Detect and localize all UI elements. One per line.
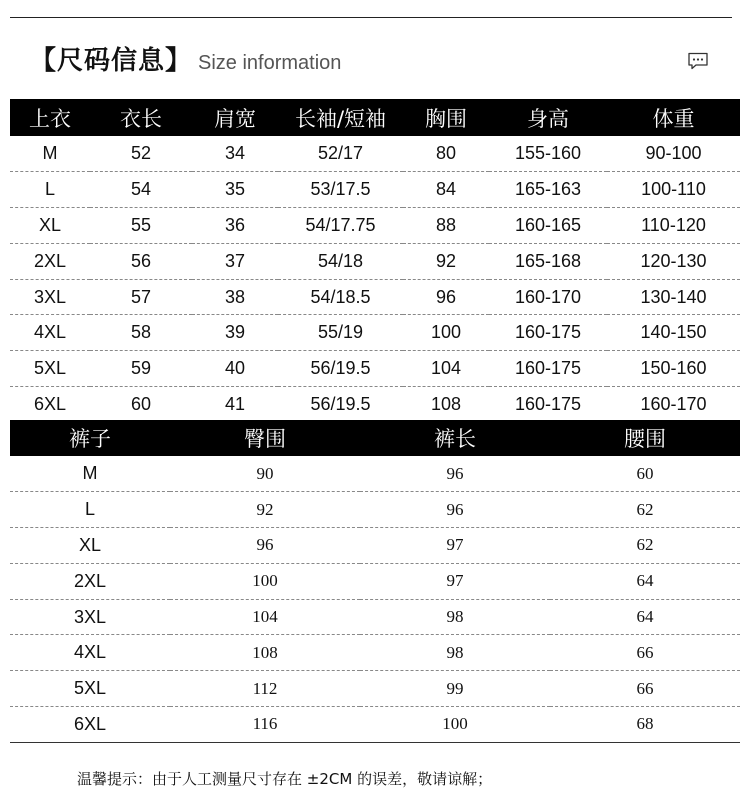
value-cell: 108	[430, 394, 462, 415]
table-row	[10, 492, 740, 528]
value-cell: 100-110	[607, 172, 740, 208]
size-cell: M	[10, 456, 170, 492]
bottom-divider	[10, 742, 740, 743]
value-cell: 39	[192, 315, 278, 351]
value-cell: 37	[192, 243, 278, 279]
value-cell: 100	[403, 315, 489, 351]
tops-header-cell: 上衣	[10, 99, 90, 136]
value-cell: 97	[360, 563, 550, 599]
tops-header-cell: 衣长	[90, 99, 192, 136]
value-cell: 120-130	[607, 243, 740, 279]
tops-header-row	[10, 99, 740, 136]
size-cell: M	[10, 136, 90, 172]
value-cell: 56/19.5	[310, 394, 371, 415]
pants-header-cell: 腰围	[550, 420, 740, 456]
value-cell: 160-175	[489, 351, 607, 387]
value-cell: 140-150	[607, 315, 740, 351]
top-divider	[10, 17, 732, 18]
value-cell: 54/18	[278, 243, 403, 279]
size-cell: 3XL	[10, 599, 170, 635]
value-cell: 104	[403, 351, 489, 387]
value-cell: 96	[360, 492, 550, 528]
value-cell: 97	[360, 528, 550, 564]
table-row	[10, 671, 740, 707]
value-cell: 66	[550, 635, 740, 671]
size-cell: XL	[10, 208, 90, 244]
message-icon[interactable]	[687, 52, 709, 70]
table-row	[10, 387, 740, 423]
size-cell: 4XL	[10, 635, 170, 671]
value-cell: 160-175	[489, 315, 607, 351]
tops-header-cell: 肩宽	[192, 99, 278, 136]
size-cell: L	[10, 172, 90, 208]
value-cell: 112	[170, 671, 360, 707]
value-cell: 92	[403, 243, 489, 279]
value-cell: 62	[550, 492, 740, 528]
value-cell: 96	[403, 279, 489, 315]
value-cell: 56/19.5	[278, 351, 403, 387]
value-cell: 59	[90, 351, 192, 387]
value-cell: 98	[360, 599, 550, 635]
value-cell: 64	[550, 599, 740, 635]
value-cell: 54/18.5	[278, 279, 403, 315]
header-title-en: Size information	[198, 52, 342, 74]
value-cell: 38	[192, 279, 278, 315]
value-cell: 100	[170, 563, 360, 599]
size-cell: 5XL	[10, 671, 170, 707]
value-cell: 56	[90, 243, 192, 279]
value-cell: 36	[192, 208, 278, 244]
value-cell: 34	[192, 136, 278, 172]
table-row	[10, 563, 740, 599]
value-cell: 165-163	[489, 172, 607, 208]
value-cell: 150-160	[607, 351, 740, 387]
size-cell: 6XL	[10, 707, 170, 743]
value-cell: 92	[170, 492, 360, 528]
value-cell: 53/17.5	[278, 172, 403, 208]
size-cell: 2XL	[10, 243, 90, 279]
size-cell: 3XL	[10, 279, 90, 315]
value-cell: 98	[360, 635, 550, 671]
table-row	[10, 208, 740, 244]
header-title-cn: 【尺码信息】	[30, 46, 193, 76]
table-row	[10, 456, 740, 492]
value-cell: 110-120	[607, 208, 740, 244]
value-cell: 62	[550, 528, 740, 564]
pants-header-cell: 裤子	[10, 420, 170, 456]
size-cell: 2XL	[10, 563, 170, 599]
table-row	[10, 707, 740, 743]
value-cell: 60	[550, 456, 740, 492]
tops-header-cell: 长袖/短袖	[278, 99, 403, 136]
pants-header-cell: 裤长	[360, 420, 550, 456]
pants-header-cell: 臀围	[170, 420, 360, 456]
value-cell: 165-168	[489, 243, 607, 279]
value-cell: 64	[550, 563, 740, 599]
section-header	[30, 40, 341, 80]
value-cell: 96	[170, 528, 360, 564]
measurement-note: 温馨提示：由于人工测量尺寸存在 ±2CM 的误差，敬请谅解；	[77, 770, 493, 788]
value-cell: 54	[90, 172, 192, 208]
size-cell: 4XL	[10, 315, 90, 351]
tops-header-cell: 身高	[489, 99, 607, 136]
value-cell: 58	[90, 315, 192, 351]
table-row	[10, 528, 740, 564]
value-cell: 104	[170, 599, 360, 635]
value-cell: 68	[550, 707, 740, 743]
value-cell: 52/17	[278, 136, 403, 172]
size-cell: 5XL	[10, 351, 90, 387]
table-row	[10, 279, 740, 315]
size-cell: 6XL	[33, 394, 67, 415]
value-cell: 160-170	[640, 394, 707, 415]
value-cell: 108	[170, 635, 360, 671]
value-cell: 88	[403, 208, 489, 244]
value-cell: 99	[360, 671, 550, 707]
tops-header-cell: 胸围	[403, 99, 489, 136]
value-cell: 40	[192, 351, 278, 387]
value-cell: 80	[403, 136, 489, 172]
value-cell: 100	[360, 707, 550, 743]
value-cell: 66	[550, 671, 740, 707]
pants-size-table	[10, 420, 740, 743]
value-cell: 54/17.75	[278, 208, 403, 244]
pants-header-row	[10, 420, 740, 456]
table-row	[10, 136, 740, 172]
value-cell: 84	[403, 172, 489, 208]
value-cell: 160-170	[489, 279, 607, 315]
size-cell: L	[10, 492, 170, 528]
value-cell: 160-165	[489, 208, 607, 244]
value-cell: 57	[90, 279, 192, 315]
value-cell: 96	[360, 456, 550, 492]
value-cell: 52	[90, 136, 192, 172]
value-cell: 60	[130, 394, 152, 415]
value-cell: 90	[170, 456, 360, 492]
value-cell: 55/19	[278, 315, 403, 351]
value-cell: 116	[170, 707, 360, 743]
table-row	[10, 635, 740, 671]
value-cell: 130-140	[607, 279, 740, 315]
table-row	[10, 599, 740, 635]
tops-size-table	[10, 99, 740, 422]
table-row	[10, 315, 740, 351]
value-cell: 160-175	[514, 394, 582, 415]
table-row	[10, 351, 740, 387]
value-cell: 90-100	[607, 136, 740, 172]
table-row	[10, 172, 740, 208]
size-cell: XL	[10, 528, 170, 564]
value-cell: 55	[90, 208, 192, 244]
value-cell: 35	[192, 172, 278, 208]
value-cell: 155-160	[489, 136, 607, 172]
tops-header-cell: 体重	[607, 99, 740, 136]
table-row	[10, 243, 740, 279]
value-cell: 41	[224, 394, 246, 415]
